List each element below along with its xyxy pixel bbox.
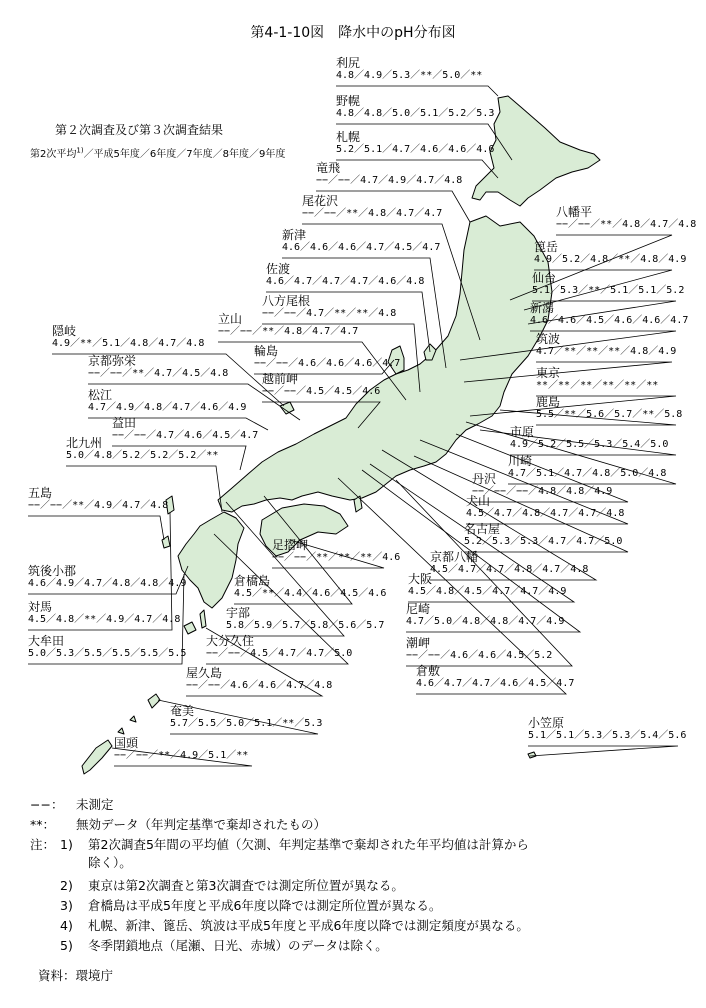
station-name: 大分久住	[206, 634, 255, 648]
station-label	[406, 602, 564, 628]
station-name: 筑波	[536, 332, 561, 346]
station-label	[234, 574, 386, 600]
note-num: 3)	[60, 898, 73, 913]
station-values: 4.6／4.6／4.5／4.6／4.6／4.7	[530, 315, 689, 326]
station-values: 4.8／4.9／5.3／**／5.0／**	[336, 70, 483, 81]
station-name: 足摺岬	[272, 538, 309, 552]
station-name: 松江	[88, 388, 113, 402]
station-name: 北九州	[66, 436, 103, 450]
note-num: 4)	[60, 918, 73, 933]
station-label	[528, 716, 686, 742]
station-label	[28, 486, 168, 512]
legend-invalid	[30, 815, 326, 833]
station-name: 立山	[218, 312, 243, 326]
station-label	[534, 240, 686, 266]
legend-sup: 1)	[76, 146, 84, 155]
station-name: 京都八幡	[430, 550, 479, 564]
station-name: 箆岳	[534, 240, 559, 254]
station-label	[226, 606, 384, 632]
station-values: 4.6／4.6／4.6／4.7／4.5／4.7	[282, 242, 441, 253]
legend-key-stars: **：	[30, 817, 56, 832]
station-values: 4.5／4.8／**／4.9／4.7／4.8	[28, 614, 181, 625]
station-label	[532, 271, 684, 297]
station-name: 名古屋	[464, 522, 501, 536]
station-label	[536, 366, 658, 392]
station-values: −−／−−／4.7／4.9／4.7／4.8	[316, 175, 463, 186]
station-values: −−／−−／**／4.7／4.5／4.8	[88, 368, 229, 379]
station-name: 犬山	[466, 494, 491, 508]
station-values: 4.5／4.8／4.5／4.7／4.7／4.9	[408, 586, 567, 597]
station-label	[336, 56, 482, 82]
station-name: 八方尾根	[262, 294, 311, 308]
station-name: 隠岐	[52, 324, 77, 338]
note-4	[60, 916, 529, 934]
station-values: 4.9／**／5.1／4.8／4.7／4.8	[52, 338, 205, 349]
station-name: 市原	[510, 425, 535, 439]
station-label	[510, 425, 668, 451]
station-name: 利尻	[336, 56, 361, 70]
station-name: 新津	[282, 228, 307, 242]
station-name: 尼崎	[406, 602, 431, 616]
station-name: 越前岬	[262, 372, 299, 386]
station-values: −−／−−／4.6／4.6／4.5／5.2	[406, 650, 553, 661]
station-name: 屋久島	[186, 666, 223, 680]
station-label	[406, 636, 552, 662]
station-name: 倉橋島	[234, 574, 271, 588]
note-2	[60, 876, 404, 894]
station-values: −−／−−／**／4.9／4.7／4.8	[28, 500, 169, 511]
station-values: 4.7／5.1／4.7／4.8／5.0／4.8	[508, 468, 667, 479]
station-values: 4.5／4.7／4.8／4.7／4.7／4.8	[466, 508, 625, 519]
station-values: −−／−−／4.7／**／**／4.8	[262, 308, 397, 319]
station-values: −−／−−／**／**／**／4.6	[272, 552, 401, 563]
station-values: 4.7／5.0／4.8／4.8／4.7／4.9	[406, 616, 565, 627]
station-name: 八幡平	[556, 205, 593, 219]
legend-rest: ／平成5年度／6年度／7年度／8年度／9年度	[83, 149, 286, 160]
station-label	[262, 372, 380, 398]
station-values: 5.1／5.1／5.3／5.3／5.4／5.6	[528, 730, 687, 741]
station-label	[336, 94, 494, 120]
note-text: 冬季閉鎖地点（尾瀬、日光、赤城）のデータは除く。	[88, 938, 388, 953]
station-label	[466, 494, 624, 520]
station-label	[28, 564, 186, 590]
note-5	[60, 936, 388, 954]
station-name: 尾花沢	[302, 194, 339, 208]
station-values: 4.9／5.2／5.5／5.3／5.4／5.0	[510, 439, 669, 450]
station-values: 4.7／4.9／4.8／4.7／4.6／4.9	[88, 402, 247, 413]
station-name: 鹿島	[536, 395, 561, 409]
station-name: 東京	[536, 366, 561, 380]
station-label	[88, 354, 228, 380]
station-name: 五島	[28, 486, 53, 500]
legend-not-measured	[30, 795, 114, 813]
station-values: −−／−−／**／4.8／4.7／4.7	[302, 208, 443, 219]
note-text: 東京は第2次調査と第3次調査では測定所位置が異なる。	[88, 878, 404, 893]
station-label	[218, 312, 358, 338]
ryukyu-islet-2	[118, 728, 124, 734]
legend-text-stars: 無効データ（年判定基準で棄却されたもの）	[76, 817, 327, 832]
station-name: 小笠原	[528, 716, 565, 730]
note-text: 札幌、新津、篦岳、筑波は平成5年度と平成6年度以降では測定頻度が異なる。	[88, 918, 529, 933]
station-label	[66, 436, 218, 462]
station-name: 札幌	[336, 130, 361, 144]
note-num: 5)	[60, 938, 73, 953]
station-label	[416, 664, 574, 690]
station-name: 竜飛	[316, 161, 341, 175]
station-label	[254, 344, 400, 370]
station-label	[266, 262, 424, 288]
station-name: 丹沢	[472, 472, 497, 486]
yakushima-shape	[184, 622, 196, 634]
source-credit: 資料：環境庁	[38, 968, 114, 983]
station-label	[408, 572, 566, 598]
station-values: 4.6／4.7／4.7／4.7／4.6／4.8	[266, 276, 425, 287]
station-label	[170, 704, 322, 730]
station-name: 国頭	[114, 736, 139, 750]
station-values: **／**／**／**／**／**	[536, 380, 659, 391]
station-values: 4.6／4.9／4.7／4.8／4.8／4.9	[28, 578, 187, 589]
station-values: 4.5／4.7／4.7／4.8／4.7／4.8	[430, 564, 589, 575]
station-values: 4.5／**／4.4／4.6／4.5／4.6	[234, 588, 387, 599]
note-1-continued: 除く）。	[88, 855, 132, 870]
amami-island-shape	[148, 694, 160, 708]
station-label	[114, 736, 248, 762]
station-values: 5.0／5.3／5.5／5.5／5.5／5.5	[28, 648, 187, 659]
goto-island-shape	[162, 536, 170, 548]
station-label	[536, 395, 682, 421]
station-label	[186, 666, 332, 692]
station-values: 4.9／5.2／4.8／**／4.8／4.9	[534, 254, 687, 265]
station-name: 倉敷	[416, 664, 441, 678]
legend-text-dashes: 未測定	[76, 797, 114, 812]
tanegashima-shape	[200, 610, 206, 628]
leader-ogasawara	[528, 746, 678, 756]
station-name: 対馬	[28, 600, 53, 614]
ryukyu-islet-1	[130, 716, 136, 722]
station-values: −−／−−／−−／4.8／4.8／4.9	[472, 486, 613, 497]
station-label	[28, 634, 186, 660]
station-label	[52, 324, 204, 350]
station-values: 4.8／4.8／5.0／5.1／5.2／5.3	[336, 108, 495, 119]
map-subtitle: 第２次調査及び第３次調査結果	[55, 123, 224, 137]
station-name: 京都弥栄	[88, 354, 137, 368]
station-name: 川崎	[508, 454, 533, 468]
note-text: 倉橋島は平成5年度と平成6年度以降では測定所位置が異なる。	[88, 898, 442, 913]
station-label	[556, 205, 696, 231]
station-label	[336, 130, 494, 156]
station-name: 佐渡	[266, 262, 291, 276]
station-name: 新潟	[530, 301, 555, 315]
station-label	[28, 600, 180, 626]
station-values: 5.5／**／5.6／5.7／**／5.8	[536, 409, 683, 420]
station-name: 筑後小郡	[28, 564, 77, 578]
station-values: 5.2／5.1／4.7／4.6／4.6／4.6	[336, 144, 495, 155]
legend-key-dashes: −−：	[30, 797, 64, 812]
station-values: 5.8／5.9／5.7／5.8／5.6／5.7	[226, 620, 385, 631]
leader-goto	[28, 516, 164, 540]
note-1	[30, 835, 529, 853]
station-label	[536, 332, 676, 358]
station-name: 宇部	[226, 606, 251, 620]
note-num: 2)	[60, 878, 73, 893]
station-values: −−／−−／**／4.8／4.7／4.7	[218, 326, 359, 337]
station-label	[530, 301, 688, 327]
station-label	[206, 634, 352, 660]
ogasawara-islet	[528, 752, 536, 758]
note-text: 第2次調査5年間の平均値（欠測、年判定基準で棄却された年平均値は計算から	[88, 837, 529, 852]
note-num: 1)	[60, 837, 73, 852]
station-values: 5.1／5.3／**／5.1／5.1／5.2	[532, 285, 685, 296]
station-values: −−／−−／4.5／4.7／4.7／5.0	[206, 648, 353, 659]
station-name: 輪島	[254, 344, 279, 358]
station-label	[302, 194, 442, 220]
station-label	[316, 161, 462, 187]
station-values: 4.6／4.7／4.7／4.6／4.5／4.7	[416, 678, 575, 689]
station-name: 野幌	[336, 94, 361, 108]
station-values: −−／−−／4.6／4.6／4.7／4.8	[186, 680, 333, 691]
station-name: 潮岬	[406, 636, 431, 650]
note-label: 注：	[30, 837, 56, 852]
station-label	[88, 388, 246, 414]
station-values: −−／−−／4.5／4.5／4.6	[262, 386, 381, 397]
station-values: 4.7／**／**／**／4.8／4.9	[536, 346, 677, 357]
station-name: 仙台	[532, 271, 557, 285]
station-values: 5.2／5.3／5.3／4.7／4.7／5.0	[464, 536, 623, 547]
station-values: −−／−−／**／4.8／4.7／4.8	[556, 219, 697, 230]
legend-prefix: 第2次平均	[30, 149, 77, 160]
station-name: 大牟田	[28, 634, 65, 648]
station-label	[464, 522, 622, 548]
station-values: −−／−−／4.6／4.6／4.6／4.7	[254, 358, 401, 369]
station-label	[272, 538, 400, 564]
station-name: 奄美	[170, 704, 195, 718]
note-3	[60, 896, 441, 914]
station-name: 益田	[112, 416, 137, 430]
station-label	[282, 228, 440, 254]
okinawa-island-shape	[82, 740, 112, 774]
page-title: 第4-1-10図 降水中のpH分布図	[250, 25, 456, 41]
station-values: −−／−−／**／4.9／5.1／**	[114, 750, 249, 761]
station-values: 5.7／5.5／5.0／5.1／**／5.3	[170, 718, 323, 729]
station-values: 5.0／4.8／5.2／5.2／5.2／**	[66, 450, 219, 461]
station-values: −−／−−／4.7／4.6／4.5／4.7	[112, 430, 259, 441]
station-name: 大阪	[408, 572, 433, 586]
